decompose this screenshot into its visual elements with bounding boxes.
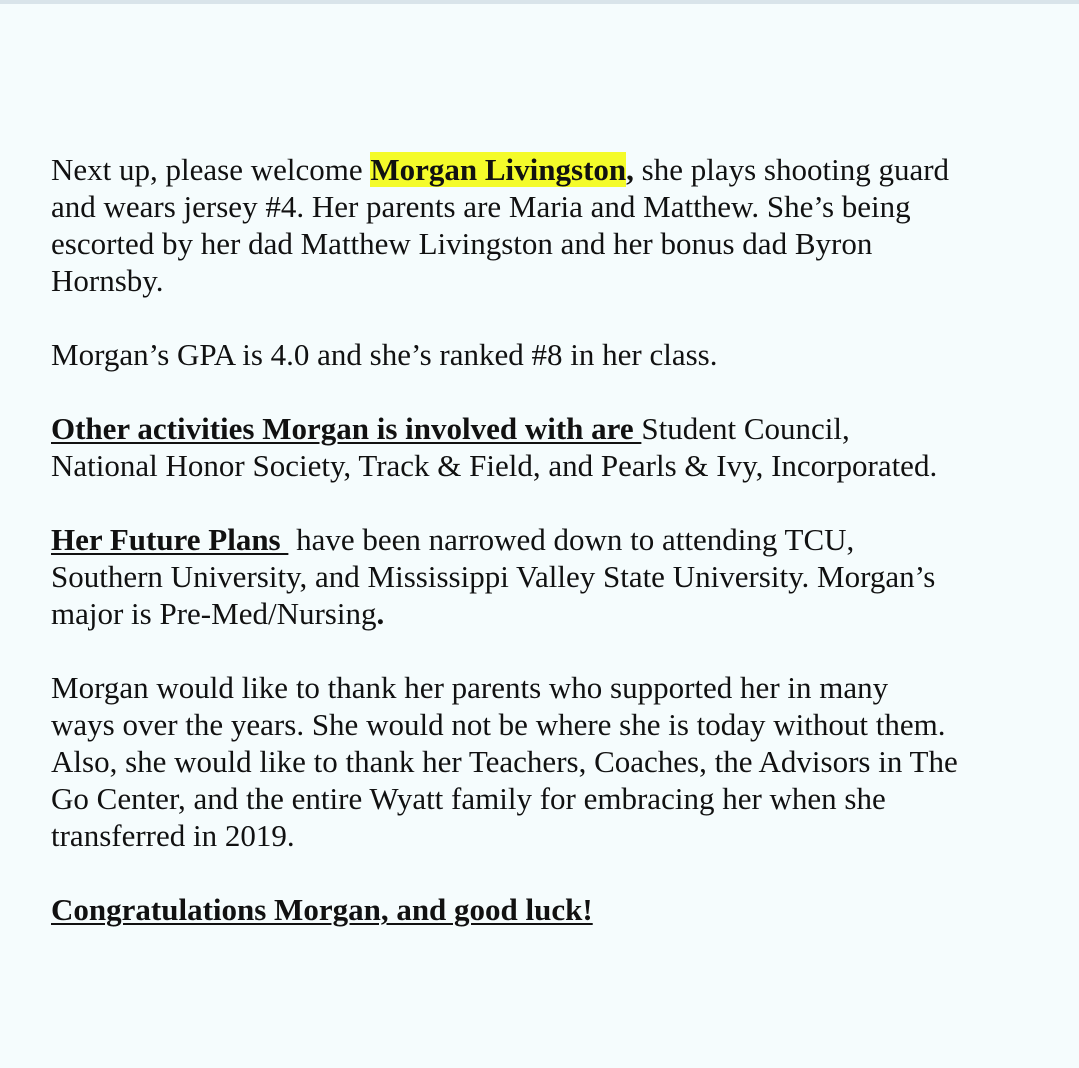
- activities-heading: Other activities Morgan is involved with are: [51, 411, 642, 446]
- future-plans-period: .: [376, 596, 385, 631]
- future-plans-text: have been narrowed down to attending TCU, Southern University, and Mississippi Valley State University. Morgan’s major is Pre-Med/Nursing: [51, 522, 936, 631]
- thanks-paragraph: Morgan would like to thank her parents who supported her in many ways over the years. She would not be where she is today without them. Also, she would like to thank her Teachers, Coaches, the Advisors in The Go Center, and the entire Wyatt family for embracing her when she transferred in 2019.: [51, 670, 958, 853]
- activities-paragraph: [51, 410, 1051, 484]
- future-plans-paragraph: [51, 521, 1051, 632]
- name-comma: ,: [626, 152, 634, 187]
- announcement-document: [51, 151, 1051, 928]
- highlighted-name: Morgan Livingston: [370, 152, 627, 187]
- intro-rest-text: she plays shooting guard and wears jersey #4. Her parents are Maria and Matthew. She’s being escorted by her dad Matthew Livingston and her bonus dad Byron Hornsby.: [51, 152, 950, 298]
- gpa-paragraph: Morgan’s GPA is 4.0 and she’s ranked #8 in her class.: [51, 337, 718, 372]
- top-border: [0, 0, 1079, 4]
- activities-text: Student Council, National Honor Society, Track & Field, and Pearls & Ivy, Incorporated.: [51, 411, 938, 483]
- intro-paragraph: [51, 151, 1051, 299]
- congratulations-line: Congratulations Morgan, and good luck!: [51, 892, 593, 927]
- future-plans-heading: Her Future Plans: [51, 522, 289, 557]
- intro-text: Next up, please welcome: [51, 152, 371, 187]
